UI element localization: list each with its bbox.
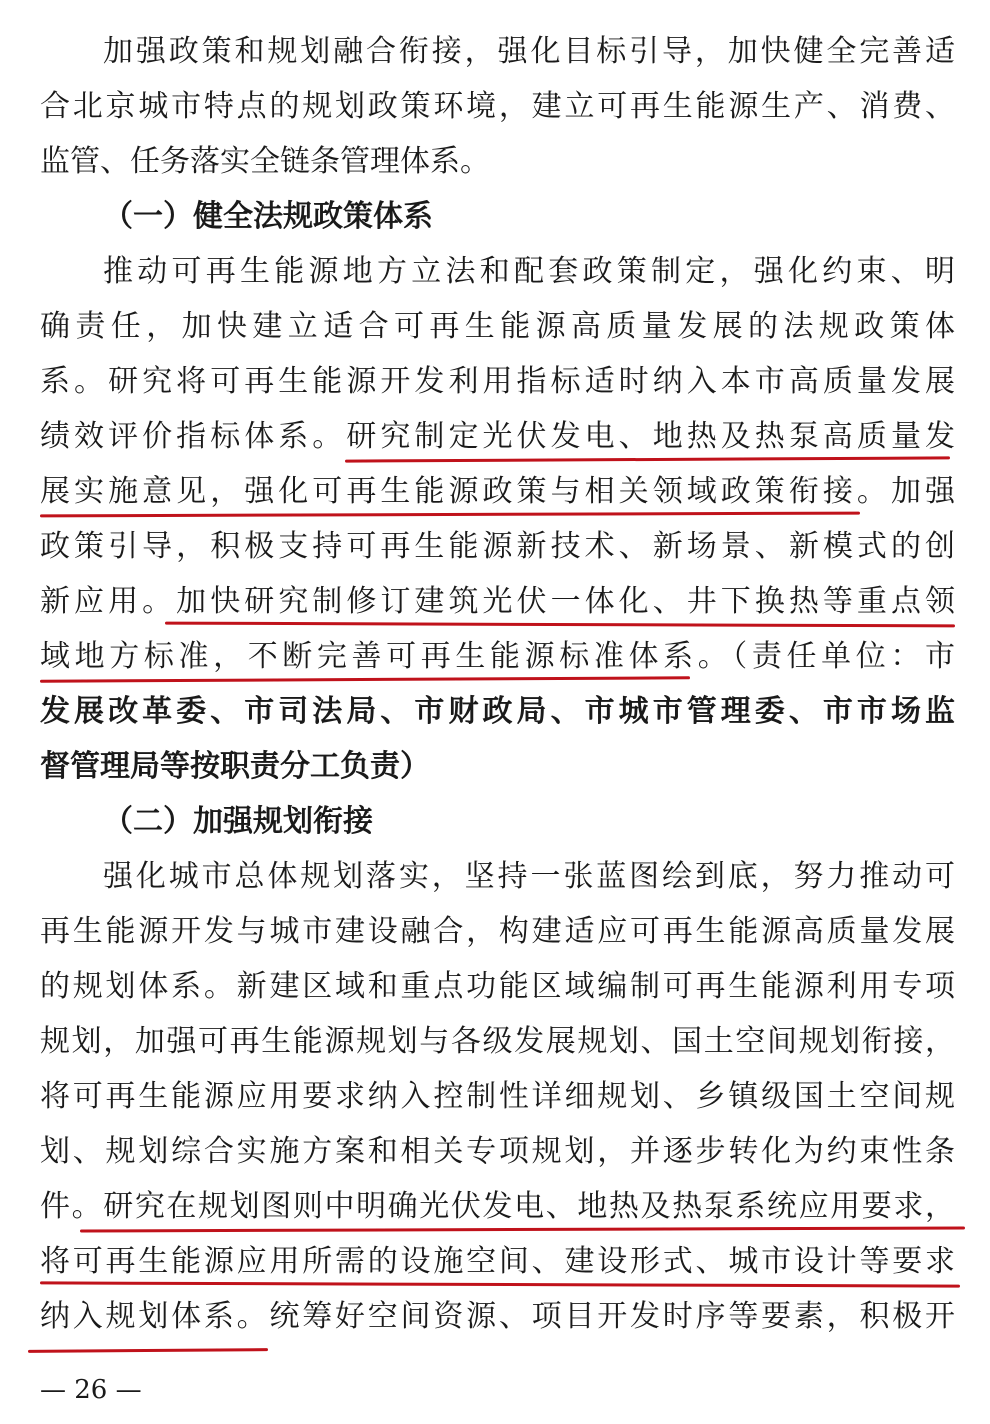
text-line: 纳入规划体系。统筹好空间资源、项目开发时序等要素，积极开 bbox=[40, 1299, 955, 1334]
text-line: 绩效评价指标体系。研究制定光伏发电、地热及热泵高质量发 bbox=[40, 419, 955, 454]
text-line: 合北京城市特点的规划政策环境，建立可再生能源生产、消费、 bbox=[40, 89, 955, 124]
text-line: 政策引导，积极支持可再生能源新技术、新场景、新模式的创 bbox=[40, 529, 955, 564]
text-line: 发展改革委、市司法局、市财政局、市城市管理委、市市场监 bbox=[40, 694, 955, 729]
text-line: 新应用。加快研究制修订建筑光伏一体化、井下换热等重点领 bbox=[40, 584, 955, 619]
text-line: 加强政策和规划融合衔接，强化目标引导，加快健全完善适 bbox=[103, 34, 955, 69]
text-line: 件。研究在规划图则中明确光伏发电、地热及热泵系统应用要求， bbox=[40, 1189, 955, 1224]
text-line: 规划，加强可再生能源规划与各级发展规划、国土空间规划衔接， bbox=[40, 1024, 955, 1059]
text-line: 将可再生能源应用要求纳入控制性详细规划、乡镇级国土空间规 bbox=[40, 1079, 955, 1114]
text-line: 再生能源开发与城市建设融合，构建适应可再生能源高质量发展 bbox=[40, 914, 955, 949]
text-line: 展实施意见，强化可再生能源政策与相关领域政策衔接。加强 bbox=[40, 474, 955, 509]
text-line: 确责任，加快建立适合可再生能源高质量发展的法规政策体 bbox=[40, 309, 955, 344]
text-line: 将可再生能源应用所需的设施空间、建设形式、城市设计等要求 bbox=[40, 1244, 955, 1279]
page-number: — 26 — bbox=[40, 1375, 142, 1405]
text-line: 划、规划综合实施方案和相关专项规划，并逐步转化为约束性条 bbox=[40, 1134, 955, 1169]
text-line: 强化城市总体规划落实，坚持一张蓝图绘到底，努力推动可 bbox=[103, 859, 955, 894]
highlight-underline bbox=[28, 1348, 268, 1353]
text-line: 系。研究将可再生能源开发利用指标适时纳入本市高质量发展 bbox=[40, 364, 955, 399]
text-line: 监管、任务落实全链条管理体系。 bbox=[40, 144, 490, 179]
text-line: 域地方标准，不断完善可再生能源标准体系。（责任单位：市 bbox=[40, 639, 955, 674]
section-heading-1: （一）健全法规政策体系 bbox=[103, 199, 433, 234]
section-heading-2: （二）加强规划衔接 bbox=[103, 804, 373, 839]
text-line: 督管理局等按职责分工负责） bbox=[40, 749, 430, 784]
text-line: 的规划体系。新建区域和重点功能区域编制可再生能源利用专项 bbox=[40, 969, 955, 1004]
text-line: 推动可再生能源地方立法和配套政策制定，强化约束、明 bbox=[103, 254, 955, 289]
